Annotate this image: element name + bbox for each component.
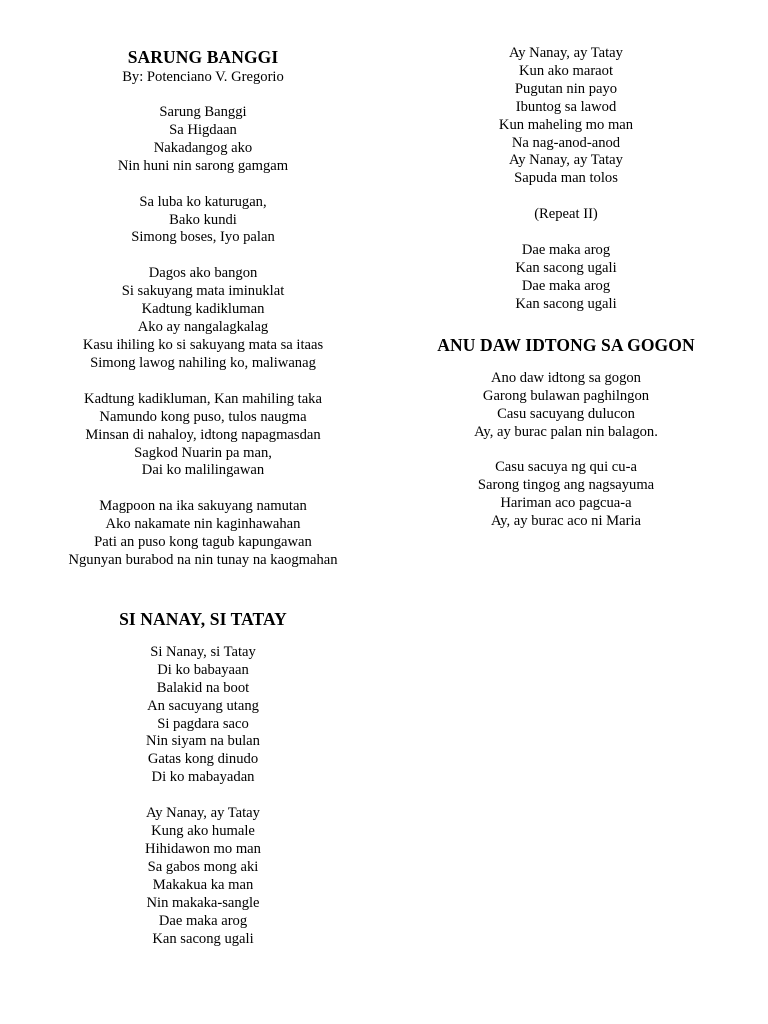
lyric-line: Ay Nanay, ay Tatay — [509, 45, 623, 61]
lyric-line: Di ko mabayadan — [151, 769, 255, 786]
lyric-line: Sa gabos mong aki — [147, 858, 259, 875]
repeat-note — [408, 206, 724, 224]
stanza — [54, 498, 352, 570]
lyric-line: Ano daw idtong sa gogon — [491, 369, 641, 386]
lyric-line: Dae maka arog — [158, 912, 248, 929]
lyric-line: Nin huni nin sarong gamgam — [117, 157, 289, 174]
lyric-line: Bako kundi — [169, 211, 237, 228]
lyric-line: Garong bulawan paghilngon — [482, 387, 650, 404]
lyric-line: Ibuntog sa lawod — [515, 98, 617, 115]
repeat-note-text: (Repeat II) — [534, 206, 598, 223]
lyric-line: Ay Nanay, ay Tatay — [509, 152, 623, 169]
stanza — [408, 45, 724, 188]
lyric-line: Si sakuyang mata iminuklat — [121, 283, 285, 300]
lyric-line: Pati an puso kong tagub kapungawan — [94, 534, 312, 551]
lyric-line: Nakadangog ako — [153, 139, 253, 156]
stanza — [54, 391, 352, 481]
lyric-line: Hariman aco pagcua-a — [500, 495, 632, 512]
stanza — [54, 644, 352, 787]
lyric-line: Minsan di nahaloy, idtong napagmasdan — [85, 426, 321, 443]
lyric-line: Dae maka arog — [521, 277, 611, 294]
lyric-line: Kadtung kadikluman, Kan mahiling taka — [84, 390, 322, 407]
stanza — [408, 459, 724, 531]
lyric-line: Namundo kong puso, tulos naugma — [99, 408, 307, 425]
lyric-line: Kasu ihiling ko si sakuyang mata sa itaas — [82, 336, 324, 353]
lyric-line: Kadtung kadikluman — [141, 301, 265, 318]
lyric-line: Kan sacong ugali — [152, 930, 254, 947]
lyric-line: Ay Nanay, ay Tatay — [146, 805, 260, 822]
stanza — [408, 370, 724, 442]
lyric-line: Kun ako maraot — [518, 62, 614, 79]
left-column — [54, 46, 352, 966]
lyric-line: Simong boses, Iyo palan — [131, 229, 275, 246]
stanza — [54, 265, 352, 372]
lyric-line: Dagos ako bangon — [148, 265, 258, 282]
lyric-line: Na nag-anod-anod — [511, 134, 621, 151]
lyric-line: Ako ay nangalagkalag — [137, 319, 269, 336]
lyric-line: Hihidawon mo man — [145, 841, 261, 857]
lyric-line: Ay, ay burac palan nin balagon. — [474, 423, 658, 440]
lyric-line: Pugutan nin payo — [514, 80, 618, 97]
song-author: By: Potenciano V. Gregorio — [122, 69, 284, 85]
lyric-line: Gatas kong dinudo — [147, 751, 259, 768]
lyric-line: Si pagdara saco — [157, 715, 249, 732]
stanza — [54, 805, 352, 948]
lyric-line: An sacuyang utang — [147, 697, 259, 714]
lyric-line: Simong lawog nahiling ko, maliwanag — [90, 354, 316, 371]
lyric-line: Dae maka arog — [521, 242, 611, 259]
lyric-line: Ngunyan burabod na nin tunay na kaogmahan — [68, 552, 338, 569]
stanza — [54, 194, 352, 248]
lyric-line: Magpoon na ika sakuyang namutan — [99, 498, 307, 515]
lyric-line: Makakua ka man — [152, 876, 254, 893]
lyric-line: Sarong tingog ang nagsayuma — [477, 477, 655, 494]
lyric-line: Di ko babayaan — [157, 661, 249, 678]
lyric-line: Ay, ay burac aco ni Maria — [490, 513, 642, 530]
song-title-anu-daw-idtong-sa-gogon: ANU DAW IDTONG SA GOGON — [437, 334, 695, 355]
lyric-line: Nin makaka-sangle — [146, 894, 260, 911]
lyric-line: Kan sacong ugali — [515, 295, 617, 312]
lyric-line: Kung ako humale — [151, 823, 255, 840]
lyric-line: Ako nakamate nin kaginhawahan — [105, 516, 301, 533]
lyric-line: Sa luba ko katurugan, — [139, 193, 267, 210]
stanza — [54, 104, 352, 176]
right-column — [408, 45, 724, 549]
song-title-sarung-banggi: SARUNG BANGGI — [127, 47, 279, 67]
lyric-line: Sa Higdaan — [169, 121, 237, 138]
lyric-line: Sarung Banggi — [159, 104, 247, 120]
lyric-line: Sagkod Nuarin pa man, — [134, 444, 272, 461]
lyric-line: Dai ko malilingawan — [141, 462, 265, 479]
lyric-line: Kan sacong ugali — [515, 260, 617, 277]
lyric-line: Casu sacuya ng qui cu-a — [495, 459, 637, 476]
song-title-si-nanay-si-tatay: SI NANAY, SI TATAY — [119, 608, 287, 629]
stanza — [408, 242, 724, 314]
lyric-line: Nin siyam na bulan — [146, 733, 260, 750]
lyric-line: Si Nanay, si Tatay — [150, 643, 256, 660]
lyric-line: Casu sacuyang dulucon — [497, 405, 635, 422]
lyric-line: Kun maheling mo man — [498, 116, 634, 133]
lyric-line: Sapuda man tolos — [514, 170, 618, 187]
lyric-line: Balakid na boot — [156, 679, 250, 696]
